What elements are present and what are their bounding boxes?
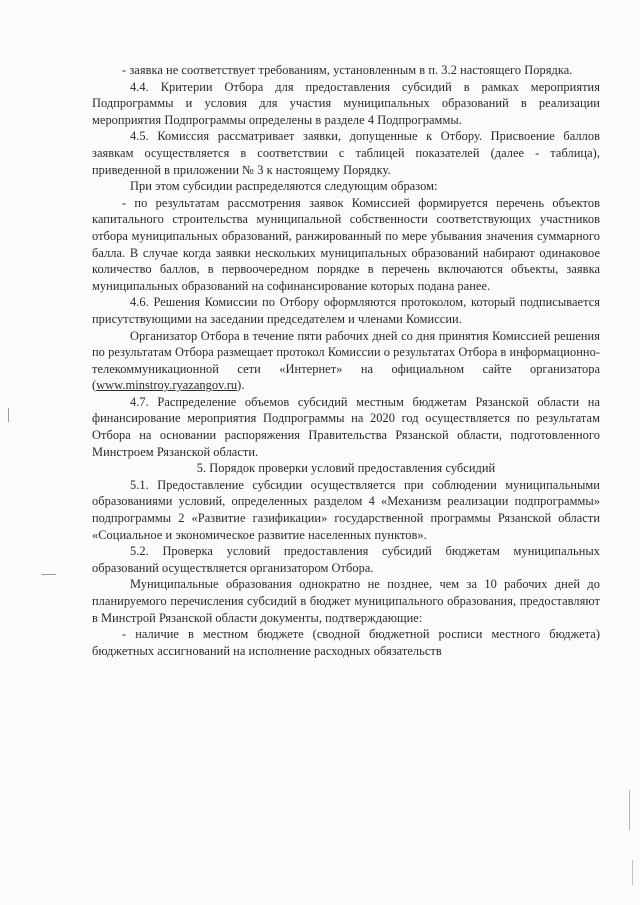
paragraph-4-5: 4.5. Комиссия рассматривает заявки, допущенные к Отбору. Присвоение баллов заявкам осуществляется в соответствии с таблицей показателей (далее - таблица), приведенной в приложении № 3 к настоящему Порядку. (92, 129, 600, 177)
text-fragment: Организатор Отбора в течение пяти рабочих дней со дня принятия Комиссией решения по результатам Отбора размещает протокол Комиссии о результатах Отбора в информационно-телекоммуникационной сети «Интернет» на официальном сайте организатора ( (92, 328, 600, 393)
paragraph-5-2: 5.2. Проверка условий предоставления субсидий бюджетам муниципальных образований осуществляется организатором Отбора. (92, 544, 600, 575)
scan-artifact (629, 790, 630, 830)
document-body (92, 62, 600, 659)
scan-artifact (42, 574, 56, 575)
website-link[interactable]: www.minstroy.ryazangov.ru (96, 378, 238, 393)
paragraph: При этом субсидии распределяются следующим образом: (130, 179, 438, 194)
paragraph-4-6: 4.6. Решения Комиссии по Отбору оформляются протоколом, который подписывается присутствующими на заседании председателем и членами Комиссии. (92, 295, 600, 326)
section-heading: 5. Порядок проверки условий предоставления субсидий (196, 461, 496, 476)
text-fragment: ). (237, 378, 245, 393)
paragraph-list-item: - наличие в местном бюджете (сводной бюджетной росписи местного бюджета) бюджетных ассигнований на исполнение расходных обязательств (92, 627, 600, 658)
paragraph: Муниципальные образования однократно не позднее, чем за 10 рабочих дней до планируемого перечисления субсидий в бюджет муниципального образования, предоставляют в Минстрой Рязанской области документы, подтверждающие: (92, 577, 600, 625)
paragraph-organizer (92, 328, 600, 394)
paragraph-5-1: 5.1. Предоставление субсидии осуществляется при соблюдении муниципальными образованиями условий, определенных разделом 4 «Механизм реализации подпрограммы» подпрограммы 2 «Развитие газификации» государственной программы Рязанской области «Социальное и экономическое развитие населенных пунктов». (92, 477, 600, 542)
scan-artifact (8, 408, 9, 422)
paragraph: - заявка не соответствует требованиям, установленным в п. 3.2 настоящего Порядка. (122, 63, 573, 77)
paragraph-4-4: 4.4. Критерии Отбора для предоставления субсидий в рамках мероприятия Подпрограммы и условия для участия муниципальных образований в реализации мероприятия Подпрограммы определены в разделе 4 Подпрограммы. (92, 79, 600, 127)
paragraph-list-item: - по результатам рассмотрения заявок Комиссией формируется перечень объектов капитального строительства муниципальной собственности соответствующих участников отбора муниципальных образований, ранжированный по мере убывания значения суммарного балла. В случае когда заявки нескольких муниципальных образований набирают одинаковое количество баллов, в первоочередном порядке в перечень включаются объекты, заявка муниципальных образований на софинансирование которых подана ранее. (92, 195, 600, 293)
scan-artifact (632, 860, 633, 885)
paragraph-4-7: 4.7. Распределение объемов субсидий местным бюджетам Рязанской области на финансирование мероприятия Подпрограммы на 2020 год осуществляется по результатам Отбора на основании распоряжения Правительства Рязанской области, подготовленного Минстроем Рязанской области. (92, 394, 600, 459)
